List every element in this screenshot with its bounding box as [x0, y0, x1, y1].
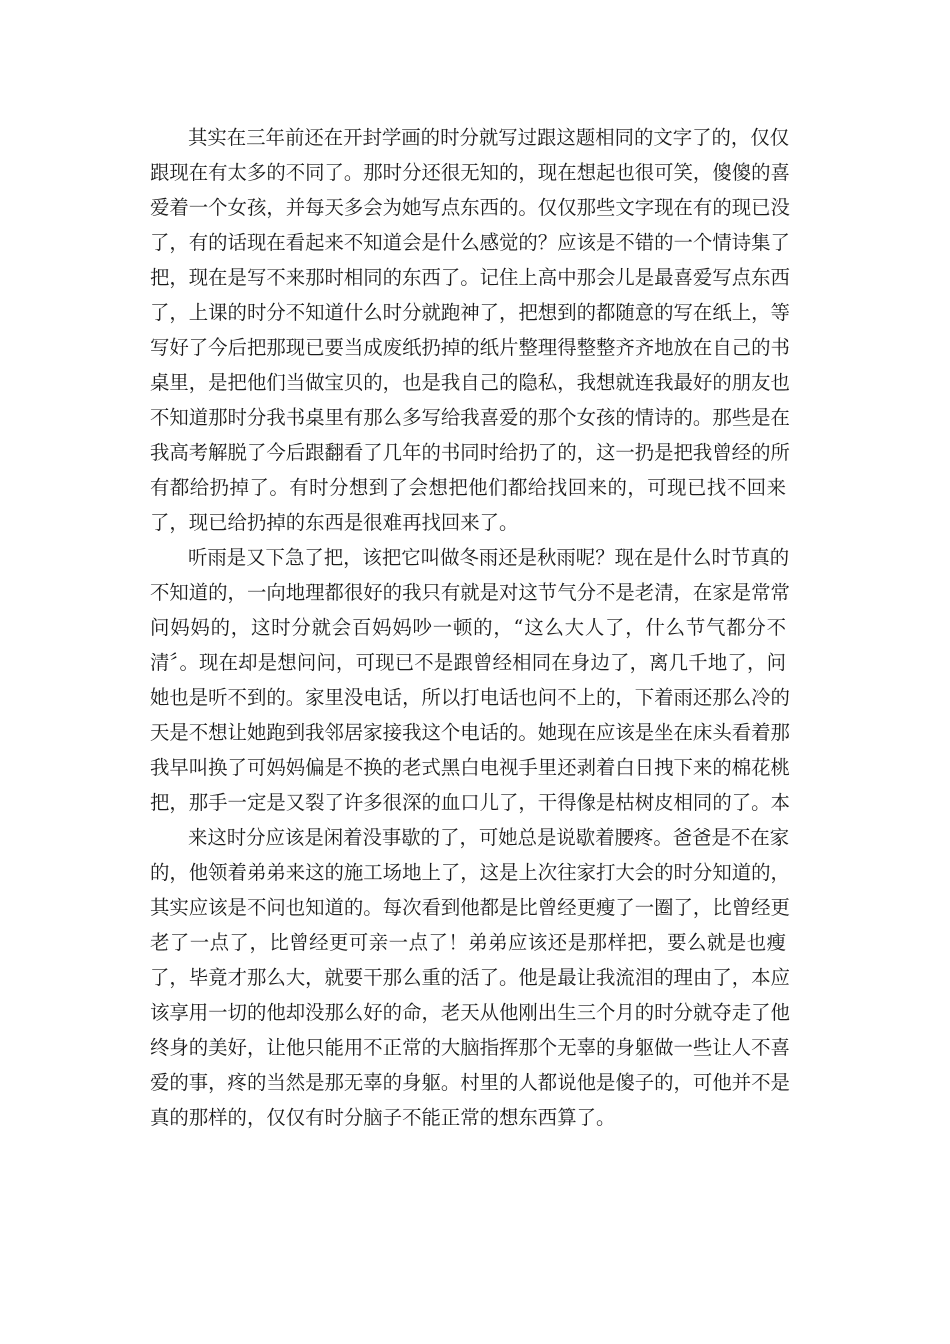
text-line: 天是不想让她跑到我邻居家接我这个电话的。她现在应该是坐在床头看着那: [150, 721, 790, 744]
text-line: 终身的美好，让他只能用不正常的大脑指挥那个无辜的身躯做一些让人不喜: [150, 1036, 790, 1059]
text-line: 我早叫换了可妈妈偏是不换的老式黑白电视手里还剥着白日拽下来的棉花桃: [150, 756, 790, 779]
text-line: 她也是听不到的。家里没电话，所以打电话也问不上的，下着雨还那么冷的: [150, 686, 790, 709]
text-line: 跟现在有太多的不同了。那时分还很无知的，现在想起也很可笑，傻傻的喜: [150, 161, 790, 184]
text-line: 爱的事，疼的当然是那无辜的身躯。村里的人都说他是傻子的，可他并不是: [150, 1071, 790, 1094]
text-line: 该享用一切的他却没那么好的命，老天从他刚出生三个月的时分就夺走了他: [150, 1001, 790, 1024]
document-body: [150, 120, 790, 1135]
text-line: 有都给扔掉了。有时分想到了会想把他们都给找回来的，可现已找不回来: [150, 476, 786, 499]
text-line: 桌里，是把他们当做宝贝的，也是我自己的隐私，我想就连我最好的朋友也: [150, 371, 790, 394]
text-line: 爱着一个女孩，并每天多会为她写点东西的。仅仅那些文字现在有的现已没: [150, 196, 790, 219]
text-line: 了，现已给扔掉的东西是很难再找回来了。: [150, 511, 519, 534]
text-line: 了，毕竟才那么大，就要干那么重的活了。他是最让我流泪的理由了，本应: [150, 966, 790, 989]
text-line: 了，上课的时分不知道什么时分就跑神了，把想到的都随意的写在纸上，等: [150, 301, 790, 324]
text-line: 不知道的，一向地理都很好的我只有就是对这节气分不是老清，在家是常常: [150, 581, 790, 604]
text-line: 写好了今后把那现已要当成废纸扔掉的纸片整理得整整齐齐地放在自己的书: [150, 336, 790, 359]
text-line: 把，现在是写不来那时相同的东西了。记住上高中那会儿是最喜爱写点东西: [150, 266, 790, 289]
text-line: 其实在三年前还在开封学画的时分就写过跟这题相同的文字了的，仅仅: [188, 126, 790, 149]
text-line: 不知道那时分我书桌里有那么多写给我喜爱的那个女孩的情诗的。那些是在: [150, 406, 790, 429]
text-line: 把，那手一定是又裂了许多很深的血口儿了，干得像是枯树皮相同的了。本: [150, 791, 790, 814]
text-line: 来这时分应该是闲着没事歇的了，可她总是说歇着腰疼。爸爸是不在家: [188, 826, 790, 849]
text-line: 的，他领着弟弟来这的施工场地上了，这是上次往家打大会的时分知道的，: [150, 861, 790, 884]
text-line: 其实应该是不问也知道的。每次看到他都是比曾经更瘦了一圈了，比曾经更: [150, 896, 790, 919]
text-line: 老了一点了，比曾经更可亲一点了！弟弟应该还是那样把，要么就是也瘦: [150, 931, 786, 954]
text-line: 问妈妈的，这时分就会百妈妈吵一顿的，“这么大人了，什么节气都分不: [150, 616, 786, 639]
text-line: 我高考解脱了今后跟翻看了几年的书同时给扔了的，这一扔是把我曾经的所: [150, 441, 790, 464]
text-line: 真的那样的，仅仅有时分脑子不能正常的想东西算了。: [150, 1106, 616, 1129]
text-line: 清〞。现在却是想问问，可现已不是跟曾经相同在身边了，离几千地了，问: [150, 651, 786, 674]
text-line: 听雨是又下急了把，该把它叫做冬雨还是秋雨呢？现在是什么时节真的: [188, 546, 790, 569]
text-line: 了，有的话现在看起来不知道会是什么感觉的？应该是不错的一个情诗集了: [150, 231, 790, 254]
